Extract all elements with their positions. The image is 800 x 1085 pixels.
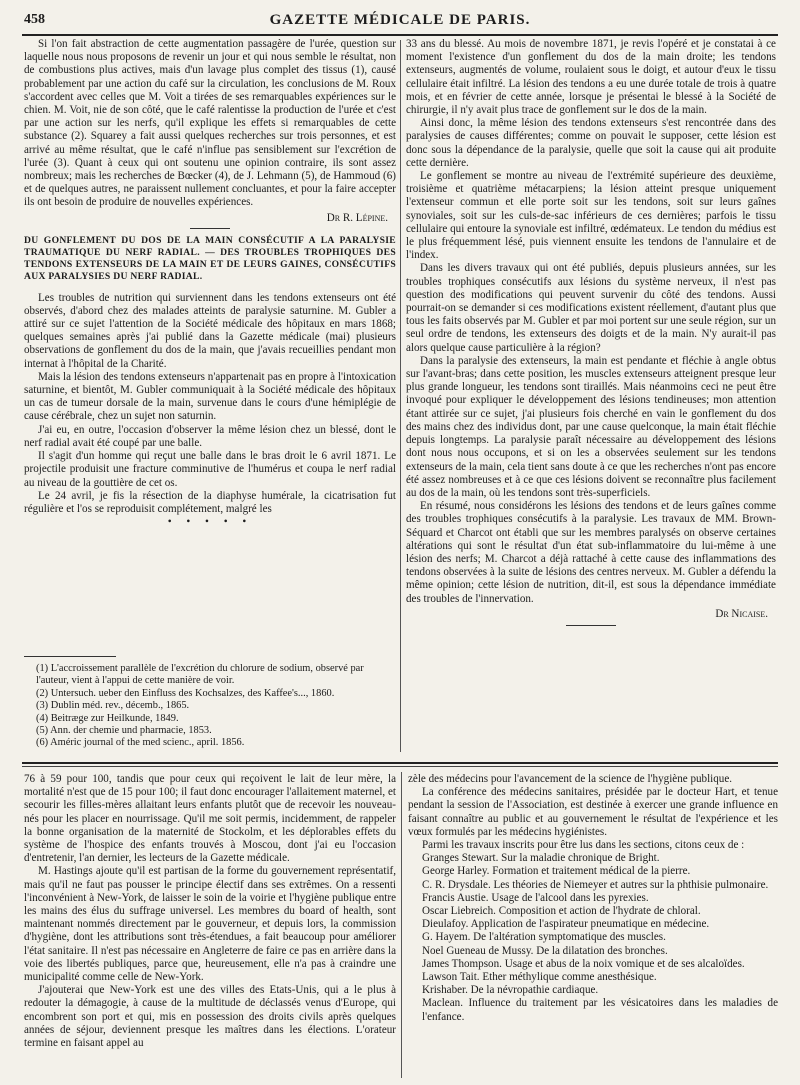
list-item: Granges Stewart. Sur la maladie chronique de Bright. xyxy=(422,852,660,865)
section-rule xyxy=(22,762,778,764)
paragraph: J'ajouterai que New-York est une des villes des Etats-Unis, qui a le plus à redouter la démagogie, à cause de la multitude de déclassés venus d'Europe, qui encombrent son port et qui, mis en possession des droits civils après quelques années de séjour, deviennent presque les maîtres dans les élections. L'orateur termine en faisant appel au xyxy=(24,984,396,1050)
footnote-rule xyxy=(24,656,116,657)
footnote: (2) Untersuch. ueber den Einfluss des Kochsalzes, des Kaffee's..., 1860. xyxy=(36,687,335,699)
list-item: Oscar Liebreich. Composition et action de l'hydrate de chloral. xyxy=(422,905,701,918)
divider xyxy=(190,228,230,229)
journal-title: GAZETTE MÉDICALE DE PARIS. xyxy=(269,12,531,28)
list-item: George Harley. Formation et traitement médical de la pierre. xyxy=(422,865,691,878)
paragraph: 76 à 59 pour 100, tandis que pour ceux qui reçoivent le lait de leur mère, la mortalité n'est que de 15 pour 100; il faut donc encourager l'allaitement maternel, et secourir les filles-mères allaitant leurs enfants plutôt que de recevoir les nouveau-nés pour les placer en nourrissage. Qu'il me soit permis, incidemment, de rappeler la bonne organisation de la maternité de Stockolm, et les déplorables effets du système de l'hospice des enfants trouvés à Moscou, dont j'ai eu l'occasion d'entretenir, l'an dernier, les lecteurs de la Gazette médicale. xyxy=(24,773,396,865)
bottom-left-column xyxy=(24,773,396,1079)
paragraph: zèle des médecins pour l'avancement de la science de l'hygiène publique. xyxy=(408,773,733,785)
paragraph: La conférence des médecins sanitaires, présidée par le docteur Hart, et tenue pendant la session de l'Association, est destinée à exercer une grande influence en faisant connaître au public et au gouvernement le résultat de l'expérience et les vœux formulés par les médecins hygiénistes. xyxy=(408,786,778,838)
list-item: Krishaber. De la névropathie cardiaque. xyxy=(422,984,599,997)
paragraph: Le gonflement se montre au niveau de l'extrémité supérieure des deuxième, troisième et quatrième métacarpiens; la lésion atteint presque uniquement l'extenseur commun et elle porte soit sur les tendons, soit sur leurs gaînes synoviales, soit sur les culs-de-sac inférieurs de ces dernières; parfois le tissu cellulaire qui entoure la synoviale est infiltré, œdémateux. Le tendon du médius est le plus fréquemment lésé, puis viennent ensuite les tendons de l'annulaire et de l'index. xyxy=(406,170,776,262)
paragraph: Parmi les travaux inscrits pour être lus dans les sections, citons ceux de : xyxy=(422,839,745,852)
column-separator xyxy=(400,40,401,752)
section-rule-thin xyxy=(22,766,778,767)
paragraph: Mais la lésion des tendons extenseurs n'appartenait pas en propre à l'intoxication saturnine, et bientôt, M. Gubler communiquait à la Société médicale des hôpitaux un cas de tumeur dorsale de la main, survenue dans le cours d'une hémiplégie de cause cérébrale, chez un sujet non saturnin. xyxy=(24,370,396,423)
footnotes xyxy=(24,654,396,754)
article-heading: DU GONFLEMENT DU DOS DE LA MAIN CONSÉCUTIF A LA PARALYSIE TRAUMATIQUE DU NERF RADIAL. — DES TROUBLES TROPHIQUES DES TENDONS EXTENSEURS DE LA MAIN ET DE LEURS GAINES, CONSÉCUTIFS AUX PARALYSIES DU NERF RADIAL. xyxy=(24,234,396,283)
end-rule xyxy=(566,625,616,626)
footnote: (6) Améric journal of the med scienc., april. 1856. xyxy=(36,737,245,749)
column-separator-bottom xyxy=(401,772,402,1078)
list-item: C. R. Drysdale. Les théories de Niemeyer et autres sur la phthisie pulmonaire. xyxy=(422,878,769,891)
footnote: (1) L'accroissement parallèle de l'excrétion du chlorure de sodium, observé par l'auteur, vient à l'appui de cette manière de voir. xyxy=(36,663,364,687)
list-item: Noel Gueneau de Mussy. De la dilatation des bronches. xyxy=(422,944,668,957)
page-header xyxy=(22,8,778,36)
paragraph: Si l'on fait abstraction de cette augmentation passagère de l'urée, question sur laquelle nous nous proposons de revenir un jour et qui nous semble le résultat, non de combustions plus actives, mais d'un lavage plus complet des tissus (1), causé probablement par une action du café sur la circulation, les conclusions de M. Roux s'accordent avec celles que M. Voit a tirées de ses remarquables expériences sur le chien. M. Voit, nie de son côté, que le café ralentisse la production de l'urée et c'est par une action sur les nerfs, qu'il explique les effets si remarquables de cette substance (2). Squarey a fait aussi quelques recherches sur trois personnes, et est arrivé au même résultat, que le café n'influe pas sensiblement sur l'excrétion de l'urée (3). Quant à ceux qui ont soutenu une opinion contraire, ils sont assez nombreux; mais les recherches de Bœcker (4), de J. Lehmann (5), de Hammoud (6) et de quelques autres, ne paraissent nullement concluantes, et pour la faire accepter ils ont besoin de produire de nouvelles expériences. xyxy=(24,38,396,209)
paragraph: Dans la paralysie des extenseurs, la main est pendante et fléchie à angle obtus sur l'avant-bras; dans cette position, les muscles extenseurs atteignent presque leur plus grande longueur, les tendons sont tiraillés. Mais néanmoins ceci ne peut être invoqué pour expliquer le développement des lésions tendineuses; mon attention étant attirée sur ce sujet, j'ai plusieurs fois cherché en vain le gonflement du dos des mains chez des individus dont, par une cause quelconque, la main était fléchie depuis longtemps. La paralysie paraît nécessaire au développement des lésions dont nous nous occupons, et si on les a observées seulement sur les tendons extenseurs de la main, cela tient sans doute à ce que les recherches n'ont pas encore été assez nombreuses et à ce que ces lésions doivent se reconnaître plus facilement au dos de la main, où les tendons sont très-superficiels. xyxy=(406,354,776,499)
paragraph: J'ai eu, en outre, l'occasion d'observer la même lésion chez un blessé, dont le nerf radial avait été coupé par une balle. xyxy=(24,423,396,449)
footnote: (5) Ann. der chemie und pharmacie, 1853. xyxy=(36,725,212,737)
paragraph: Le 24 avril, je fis la résection de la diaphyse humérale, la cicatrisation fut régulière et l'os se reproduisit complétement, malgré les xyxy=(24,489,396,515)
list-item: Lawson Tait. Ether méthylique comme anesthésique. xyxy=(422,971,657,984)
bottom-right-column xyxy=(408,773,778,1079)
list-item: Dieulafoy. Application de l'aspirateur pneumatique en médecine. xyxy=(422,918,710,931)
paragraph: 33 ans du blessé. Au mois de novembre 1871, je revis l'opéré et je constatai à ce moment l'existence d'un gonflement du dos de la main droite; les tendons extenseurs, augmentés de volume, roulaient sous le doigt, et autour d'eux le tissu cellulaire était infiltré. La lésion des tendons a eu une durée totale de trois à quatre mois, et en février de cette année, lorsque je présentai le blessé à la Société de chirurgie, il n'y avait plus trace de gonflement sur le dos de la main. xyxy=(406,38,776,117)
page-number: 458 xyxy=(24,12,45,27)
ellipsis-dots: • • • • • xyxy=(167,516,253,529)
paragraph: Les troubles de nutrition qui surviennent dans les tendons extenseurs ont été observés, d'abord chez des malades atteints de paralysie saturnine. M. Gubler a attiré sur ce sujet l'attention de la Société médicale des hôpitaux en mars 1868; quelques semaines après j'ai publié dans la Gazette médicale (mai) plusieurs observations de gonflement du dos de la main, que j'avais recueillies pendant mon internat à l'hôpital de la Charité. xyxy=(24,291,396,370)
signature-lepine: Dr R. Lépine. xyxy=(326,211,388,224)
paragraph: En résumé, nous considérons les lésions des tendons et de leurs gaînes comme des troubles trophiques consécutifs à la paralysie. Les travaux de MM. Brown-Séquard et Charcot ont établi que sur les membres paralysés on observe certaines altérations qui sont le résultat d'un état sub-inflammatoire du lui-même à une lésion des nerfs; M. Charcot a déjà rattaché à cette cause des inflammations des tendons observées à la suite de lésions des centres nerveux. M. Gubler a défendu la même opinion; cette lésion de nutrition, dit-il, est sous la dépendance immédiate des troubles de l'innervation. xyxy=(406,500,776,605)
paragraph: Il s'agit d'un homme qui reçut une balle dans le bras droit le 6 avril 1871. Le projectile produisit une fracture comminutive de l'humérus et coupa le nerf radial au niveau de la gouttière de cet os. xyxy=(24,450,396,489)
left-column xyxy=(24,38,396,529)
footnote: (4) Beitræge zur Heilkunde, 1849. xyxy=(36,712,179,724)
footnote: (3) Dublin méd. rev., décemb., 1865. xyxy=(36,700,190,712)
right-column xyxy=(406,38,776,750)
signature-nicaise: Dr Nicaise. xyxy=(715,607,768,620)
list-item: Maclean. Influence du traitement par les vésicatoires dans les maladies de l'enfance. xyxy=(422,997,778,1023)
list-item: Francis Austie. Usage de l'alcool dans les pyrexies. xyxy=(422,891,649,904)
paragraph: Ainsi donc, la même lésion des tendons extenseurs s'est rencontrée dans des paralysies de causes différentes; comme on pouvait le supposer, cette lésion est donc sous la dépendance de la paralysie, quelle que soit la cause qui ait produite cette dernière. xyxy=(406,117,776,169)
paragraph: M. Hastings ajoute qu'il est partisan de la forme du gouvernement représentatif, mais qu'il ne faut pas pousser le principe électif dans ses extrêmes. On a ressenti l'inconvénient à New-York, de laisser le soin de la voirie et l'hygiène publique entre les mains des élus du suffrage universel. Les membres du board of health, sont maintenant nommés directement par le gouverneur, et depuis lors, la commission d'hygiène, dont les attributions sont très-étendues, a fait beaucoup pour améliorer l'état sanitaire. Il n'est pas nécessaire en Angleterre de faire ce pas en arrière dans la voie des libertés publiques, parce que, heureusement, elle n'a pas à craindre une municipalité comme celle de New-York. xyxy=(24,865,396,984)
list-item: G. Hayem. De l'altération symptomatique des muscles. xyxy=(422,931,666,944)
paragraph: Dans les divers travaux qui ont été publiés, depuis plusieurs années, sur les troubles trophiques consécutifs aux lésions du système nerveux, il n'est pas question des modifications qui peuvent survenir du côté des tendons. Aussi pourrait-on se demander si ces modifications existent réellement, d'autant plus que tous les faits observés par M. Gubler et par moi portent sur une seule région, sur un seul ordre de tendons, les extenseurs des doigts et de la main. N'y aurait-il pas alors quelque cause particulière à la région? xyxy=(406,262,776,354)
list-item: James Thompson. Usage et abus de la noix vomique et de ses alcaloïdes. xyxy=(422,957,745,970)
